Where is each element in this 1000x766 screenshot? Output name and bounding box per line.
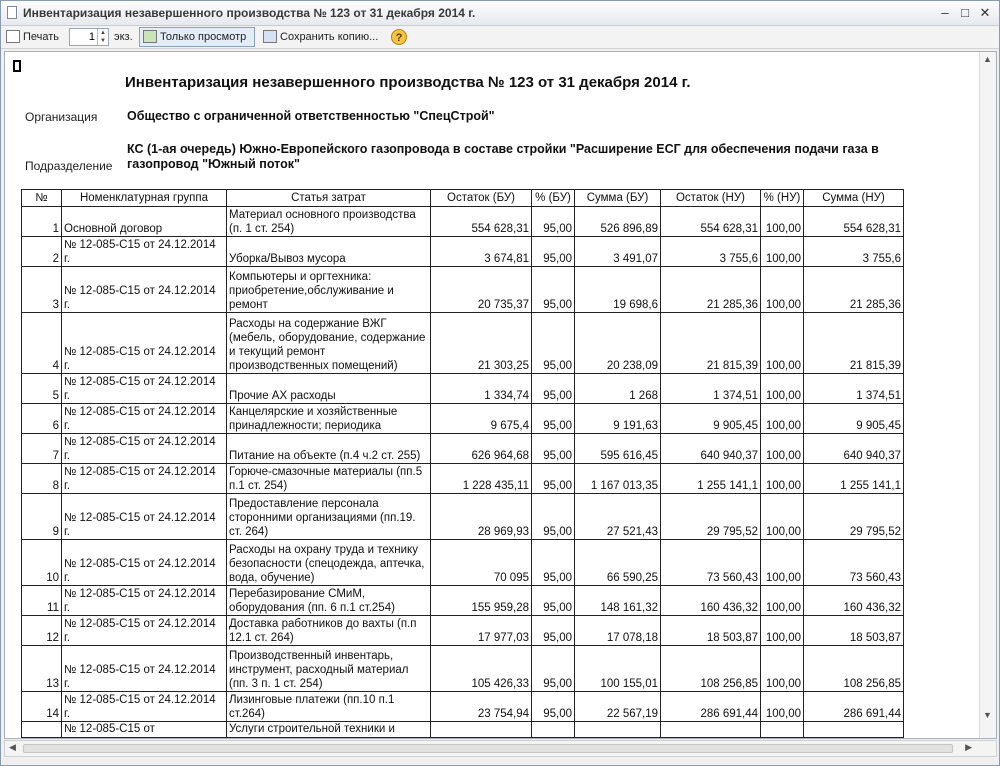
table-row [22, 692, 904, 722]
cell-sum-nu: 21 815,39 [804, 313, 904, 374]
table-row [22, 207, 904, 237]
cell-pct-bu: 95,00 [532, 434, 575, 464]
cell-group: № 12-085-С15 от 24.12.2014 г. [62, 494, 227, 540]
cell-ost-nu: 160 436,32 [661, 586, 761, 616]
cell-ost-bu: 155 959,28 [431, 586, 532, 616]
cell-ost-bu: 70 095 [431, 540, 532, 586]
table-row [22, 722, 904, 738]
cell-pct-nu: 100,00 [761, 207, 804, 237]
save-copy-button[interactable] [263, 28, 378, 46]
cell-group: № 12-085-С15 от 24.12.2014 г. [62, 237, 227, 267]
cell-pct-bu: 95,00 [532, 494, 575, 540]
cell-article: Горюче-смазочные материалы (пп.5 п.1 ст. 254) [227, 464, 431, 494]
cell-article: Услуги строительной техники и [227, 722, 431, 738]
cell-group: № 12-085-С15 от 24.12.2014 г. [62, 404, 227, 434]
cell-num: 10 [22, 540, 62, 586]
cell-article: Питание на объекте (п.4 ч.2 ст. 255) [227, 434, 431, 464]
cell-pct-nu: 100,00 [761, 616, 804, 646]
cell-ost-bu: 23 754,94 [431, 692, 532, 722]
cell-sum-bu: 19 698,6 [575, 267, 661, 313]
cell-sum-nu: 554 628,31 [804, 207, 904, 237]
cell-group: № 12-085-С15 от [62, 722, 227, 738]
cell-pct-bu: 95,00 [532, 404, 575, 434]
cell-article: Расходы на содержание ВЖГ (мебель, оборудование, содержание и текущий ремонт производственных помещений) [227, 313, 431, 374]
document-icon [7, 6, 17, 19]
cell-num [22, 722, 62, 738]
cell-num: 2 [22, 237, 62, 267]
table-row [22, 374, 904, 404]
table-row [22, 616, 904, 646]
cell-article: Канцелярские и хозяйственные принадлежности; периодика [227, 404, 431, 434]
cell-pct-bu: 95,00 [532, 207, 575, 237]
cell-pct-nu: 100,00 [761, 313, 804, 374]
scroll-left-icon[interactable]: ◀ [9, 742, 16, 752]
cell-pct-bu: 95,00 [532, 692, 575, 722]
cell-pct-nu: 100,00 [761, 646, 804, 692]
cell-ost-nu: 108 256,85 [661, 646, 761, 692]
cell-ost-bu: 1 228 435,11 [431, 464, 532, 494]
cell-sum-bu: 66 590,25 [575, 540, 661, 586]
col-header-sum-nu: Сумма (НУ) [804, 190, 904, 207]
cell-sum-bu: 1 268 [575, 374, 661, 404]
cell-num: 13 [22, 646, 62, 692]
cell-cursor [13, 60, 21, 72]
cell-sum-bu: 20 238,09 [575, 313, 661, 374]
cell-group: № 12-085-С15 от 24.12.2014 г. [62, 646, 227, 692]
col-header-group: Номенклатурная группа [62, 190, 227, 207]
cell-ost-bu: 28 969,93 [431, 494, 532, 540]
view-only-label: Только просмотр [160, 31, 247, 43]
table-row [22, 434, 904, 464]
horizontal-scrollbar[interactable] [4, 740, 997, 757]
col-header-article: Статья затрат [227, 190, 431, 207]
cell-sum-nu: 21 285,36 [804, 267, 904, 313]
cell-ost-nu: 21 815,39 [661, 313, 761, 374]
table-row [22, 237, 904, 267]
cell-pct-nu: 100,00 [761, 692, 804, 722]
copies-value: 1 [88, 31, 95, 43]
cell-ost-nu: 3 755,6 [661, 237, 761, 267]
cell-article: Компьютеры и оргтехника: приобретение,обслуживание и ремонт [227, 267, 431, 313]
cell-pct-bu: 95,00 [532, 237, 575, 267]
cell-pct-nu: 100,00 [761, 237, 804, 267]
cell-ost-bu: 554 628,31 [431, 207, 532, 237]
cell-sum-bu: 1 167 013,35 [575, 464, 661, 494]
table-row [22, 313, 904, 374]
save-copy-label: Сохранить копию... [280, 31, 379, 43]
cell-ost-nu: 9 905,45 [661, 404, 761, 434]
cell-sum-bu: 27 521,43 [575, 494, 661, 540]
cell-ost-nu: 29 795,52 [661, 494, 761, 540]
cell-article: Расходы на охрану труда и технику безопасности (спецодежда, аптечка, вода, обучение) [227, 540, 431, 586]
cell-article: Лизинговые платежи (пп.10 п.1 ст.264) [227, 692, 431, 722]
print-button[interactable] [6, 28, 59, 46]
horizontal-scroll-thumb[interactable] [23, 744, 953, 753]
cell-group: Основной договор [62, 207, 227, 237]
cell-ost-bu: 21 303,25 [431, 313, 532, 374]
scroll-right-icon[interactable]: ▶ [965, 742, 972, 752]
cell-ost-nu: 1 255 141,1 [661, 464, 761, 494]
table-row [22, 404, 904, 434]
col-header-ost-nu: Остаток (НУ) [661, 190, 761, 207]
vertical-scrollbar[interactable] [979, 52, 997, 738]
cell-sum-bu: 17 078,18 [575, 616, 661, 646]
cell-num: 9 [22, 494, 62, 540]
cell-pct-nu: 100,00 [761, 586, 804, 616]
cell-num: 1 [22, 207, 62, 237]
printer-icon [6, 30, 20, 43]
cell-num: 5 [22, 374, 62, 404]
cell-num: 4 [22, 313, 62, 374]
stepper-arrows-icon[interactable]: ▲ ▼ [97, 29, 108, 45]
cell-group: № 12-085-С15 от 24.12.2014 г. [62, 267, 227, 313]
cell-ost-bu: 17 977,03 [431, 616, 532, 646]
dept-value: КС (1-ая очередь) Южно-Европейского газопровода в составе стройки "Расширение ЕСГ для обеспечения подачи газа в газопровод "Южный поток" [127, 142, 879, 171]
cell-sum-bu: 9 191,63 [575, 404, 661, 434]
cell-sum-nu: 1 255 141,1 [804, 464, 904, 494]
cell-article: Материал основного производства (п. 1 ст. 254) [227, 207, 431, 237]
cell-article: Прочие АХ расходы [227, 374, 431, 404]
col-header-pct-nu: % (НУ) [761, 190, 804, 207]
cell-pct-bu: 95,00 [532, 616, 575, 646]
cell-pct-bu: 95,00 [532, 586, 575, 616]
table-header-row [22, 190, 904, 207]
cell-group: № 12-085-С15 от 24.12.2014 г. [62, 692, 227, 722]
cell-num: 8 [22, 464, 62, 494]
cell-ost-bu [431, 722, 532, 738]
inventory-table [21, 189, 904, 738]
cell-ost-nu [661, 722, 761, 738]
cell-pct-bu: 95,00 [532, 313, 575, 374]
col-header-pct-bu: % (БУ) [532, 190, 575, 207]
cell-sum-bu: 526 896,89 [575, 207, 661, 237]
cell-sum-bu: 3 491,07 [575, 237, 661, 267]
cell-article: Перебазирование СМиМ, оборудования (пп. 6 п.1 ст.254) [227, 586, 431, 616]
cell-sum-nu: 640 940,37 [804, 434, 904, 464]
cell-article: Уборка/Вывоз мусора [227, 237, 431, 267]
cell-num: 6 [22, 404, 62, 434]
cell-pct-bu: 95,00 [532, 267, 575, 313]
cell-pct-nu: 100,00 [761, 494, 804, 540]
cell-ost-nu: 1 374,51 [661, 374, 761, 404]
cell-sum-bu: 22 567,19 [575, 692, 661, 722]
scroll-down-icon[interactable]: ▼ [983, 710, 992, 720]
table-row [22, 464, 904, 494]
cell-article: Производственный инвентарь, инструмент, расходный материал (пп. 3 п. 1 ст. 254) [227, 646, 431, 692]
cell-article: Предоставление персонала сторонними организациями (пп.19. ст. 264) [227, 494, 431, 540]
cell-num: 7 [22, 434, 62, 464]
cell-pct-nu: 100,00 [761, 374, 804, 404]
view-only-content[interactable] [143, 28, 246, 46]
cell-pct-nu: 100,00 [761, 464, 804, 494]
cell-num: 11 [22, 586, 62, 616]
table-row [22, 586, 904, 616]
cell-sum-nu: 18 503,87 [804, 616, 904, 646]
cell-ost-bu: 1 334,74 [431, 374, 532, 404]
cell-sum-nu: 160 436,32 [804, 586, 904, 616]
cell-pct-bu: 95,00 [532, 464, 575, 494]
col-header-ost-bu: Остаток (БУ) [431, 190, 532, 207]
cell-group: № 12-085-С15 от 24.12.2014 г. [62, 374, 227, 404]
cell-sum-nu: 108 256,85 [804, 646, 904, 692]
cell-group: № 12-085-С15 от 24.12.2014 г. [62, 464, 227, 494]
cell-pct-nu [761, 722, 804, 738]
cell-ost-bu: 3 674,81 [431, 237, 532, 267]
table-body [22, 207, 904, 738]
cell-article: Доставка работников до вахты (п.п 12.1 ст. 264) [227, 616, 431, 646]
print-label: Печать [23, 31, 60, 43]
cell-sum-nu: 286 691,44 [804, 692, 904, 722]
scroll-up-icon[interactable]: ▲ [983, 54, 992, 64]
dept-label: Подразделение [25, 159, 113, 173]
cell-group: № 12-085-С15 от 24.12.2014 г. [62, 313, 227, 374]
cell-pct-bu [532, 722, 575, 738]
org-value: Общество с ограниченной ответственностью "СпецСтрой" [127, 109, 495, 123]
cell-sum-nu: 1 374,51 [804, 374, 904, 404]
cell-group: № 12-085-С15 от 24.12.2014 г. [62, 434, 227, 464]
cell-sum-bu: 100 155,01 [575, 646, 661, 692]
document-title: Инвентаризация незавершенного производства № 123 от 31 декабря 2014 г. [125, 74, 691, 91]
cell-num: 3 [22, 267, 62, 313]
cell-ost-nu: 286 691,44 [661, 692, 761, 722]
cell-ost-nu: 18 503,87 [661, 616, 761, 646]
help-icon[interactable]: ? [391, 29, 407, 45]
cell-ost-nu: 73 560,43 [661, 540, 761, 586]
cell-sum-bu: 148 161,32 [575, 586, 661, 616]
cell-ost-nu: 554 628,31 [661, 207, 761, 237]
cell-sum-bu: 595 616,45 [575, 434, 661, 464]
cell-group: № 12-085-С15 от 24.12.2014 г. [62, 616, 227, 646]
cell-pct-nu: 100,00 [761, 404, 804, 434]
cell-sum-bu [575, 722, 661, 738]
cell-pct-nu: 100,00 [761, 540, 804, 586]
cell-ost-nu: 21 285,36 [661, 267, 761, 313]
cell-group: № 12-085-С15 от 24.12.2014 г. [62, 586, 227, 616]
cell-sum-nu: 9 905,45 [804, 404, 904, 434]
table-row [22, 494, 904, 540]
window-title: Инвентаризация незавершенного производства № 123 от 31 декабря 2014 г. [23, 6, 476, 20]
cell-ost-bu: 626 964,68 [431, 434, 532, 464]
toolbar [1, 26, 999, 49]
table-row [22, 267, 904, 313]
cell-pct-bu: 95,00 [532, 540, 575, 586]
table-row [22, 540, 904, 586]
cell-sum-nu: 29 795,52 [804, 494, 904, 540]
cell-ost-bu: 9 675,4 [431, 404, 532, 434]
view-only-icon [143, 30, 157, 43]
maximize-icon[interactable]: □ [961, 5, 969, 20]
cell-pct-bu: 95,00 [532, 374, 575, 404]
col-header-num: № [22, 190, 62, 207]
close-icon[interactable]: ✕ [979, 5, 991, 20]
cell-pct-bu: 95,00 [532, 646, 575, 692]
org-label: Организация [25, 110, 98, 124]
cell-num: 14 [22, 692, 62, 722]
title-bar [1, 1, 999, 26]
floppy-icon [263, 30, 277, 43]
cell-ost-bu: 105 426,33 [431, 646, 532, 692]
table-row [22, 646, 904, 692]
document-area [4, 51, 997, 739]
cell-ost-bu: 20 735,37 [431, 267, 532, 313]
minimize-icon[interactable]: – [941, 5, 949, 20]
copies-stepper[interactable] [69, 28, 109, 46]
cell-sum-nu: 73 560,43 [804, 540, 904, 586]
cell-group: № 12-085-С15 от 24.12.2014 г. [62, 540, 227, 586]
cell-ost-nu: 640 940,37 [661, 434, 761, 464]
cell-sum-nu [804, 722, 904, 738]
cell-pct-nu: 100,00 [761, 267, 804, 313]
cell-sum-nu: 3 755,6 [804, 237, 904, 267]
copies-unit: экз. [114, 31, 133, 43]
cell-num: 12 [22, 616, 62, 646]
col-header-sum-bu: Сумма (БУ) [575, 190, 661, 207]
cell-pct-nu: 100,00 [761, 434, 804, 464]
